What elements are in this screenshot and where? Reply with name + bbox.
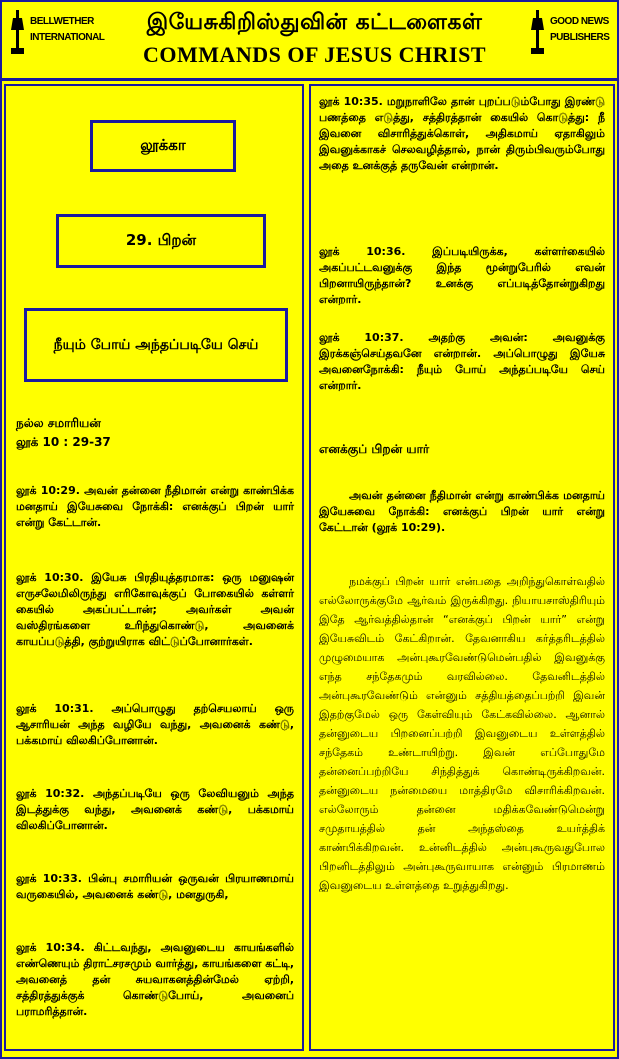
title-tamil: இயேசுகிறிஸ்துவின் கட்டளைகள் (146, 10, 483, 35)
header (2, 2, 617, 78)
book-box: லூக்கா (90, 120, 236, 172)
logo-right-line2: PUBLISHERS (550, 32, 610, 43)
scripture-reference: லூக் 10 : 29-37 (16, 435, 111, 449)
left-column (4, 84, 304, 1051)
title-english: COMMANDS OF JESUS CHRIST (142, 42, 487, 67)
commentary-paragraph: நமக்குப் பிறன் யார் என்பதை அறிந்துகொள்வதில் எல்லோருக்குமே ஆர்வம் இருக்கிறது. நியாயசாஸ்திரியும் இதே ஆர்வத்தில்தான் “எனக்குப் பிறன் யார்” என்று இயேசுவிடம் கேட்கிறான். தேவனாகிய கர்த்தரிடத்தில் முழுமையாக அன்புகூரவேண்டுமென்பதில் இவனுக்கு எந்த சந்தேகமும் வரவில்லை. தேவனிடத்தில் அன்புகூரவேண்டும் என்னும் சத்தியத்தைப்பற்றி இவன் இதற்குமேல் ஒரு கேள்வியும் கேட்கவில்லை. ஆனால் தன்னுடைய பிறனைப்பற்றி இவனுடைய உள்ளத்தில் சந்தேகம் உண்டாயிற்று. இவன் எப்போதுமே தன்னைப்பற்றியே சிந்தித்துக் கொண்டிருக்கிறவன். தன்னுடைய நன்மையை மாத்திரமே விசாரிக்கிறவன். எல்லோரும் தன்னை மதிக்கவேண்டுமென்று சமுதாயத்தில் தன் அந்தஸ்தை உயர்த்திக் காண்பிக்கிறவன். உன்னிடத்தில் அன்புகூருவதுபோல பிறனிடத்திலும் அன்புகூருவாயாக என்னும் பிரமாணம் இவனுடைய உள்ளத்தை உறுத்துகிறது. (319, 575, 605, 892)
logo-left-line2: INTERNATIONAL (30, 32, 105, 43)
verse-10-29: லூக் 10:29. அவன் தன்னை நீதிமான் என்று காண்பிக்க மனதாய் இயேசுவை நோக்கி: எனக்குப் பிறன் யார் என்று கேட்டான். (16, 484, 294, 529)
verse-10-36: லூக் 10:36. இப்படியிருக்க, கள்ளர்கையில் அகப்பட்டவனுக்கு இந்த மூன்றுபேரில் எவன் பிறனாயிருந்தான்? உனக்கு எப்படித்தோன்றுகிறது என்றார். (319, 245, 605, 306)
header-title (107, 2, 522, 68)
logo-left-line1: BELLWETHER (30, 16, 94, 27)
chapter-box: 29. பிறன் (56, 214, 266, 268)
verse-10-35: லூக் 10:35. மறுநாளிலே தான் புறப்படும்போது இரண்டு பணத்தை எடுத்து, சத்திரத்தான் கையில் கொடுத்து: நீ இவனை விசாரித்துக்கொள், அதிகமாய் ஏதாகிலும் இவனுக்காகச் செலவழித்தால், நான் திரும்பிவரும்போது அதை உனக்குத் தருவேன் என்றான். (319, 95, 605, 172)
verse-10-31: லூக் 10:31. அப்பொழுது தற்செயலாய் ஒரு ஆசாரியன் அந்த வழியே வந்து, அவனைக் கண்டு, பக்கமாய் விலகிப்போனான். (16, 702, 294, 747)
verse-10-34: லூக் 10:34. கிட்டவந்து, அவனுடைய காயங்களில் எண்ணெயும் திராட்சரசமும் வார்த்து, காயங்களை கட்டி, அவனைத் தன் சுயவாகனத்தின்மேல் ஏற்றி, சத்திரத்துக்குக் கொண்டுபோய், அவனைப் பராமரித்தான். (16, 941, 294, 1018)
section-title: நல்ல சமாரியன் (16, 416, 101, 430)
header-divider (0, 78, 619, 81)
verse-10-30: லூக் 10:30. இயேசு பிரதியுத்தரமாக: ஒரு மனுஷன் எருசலேமிலிருந்து எரிகோவுக்குப் போகையில் கள்ளர் கையில் அகப்பட்டான்; அவர்கள் அவன் வஸ்திரங்களை உரிந்துகொண்டு, அவனைக் காயப்படுத்தி, குற்றுயிராக விட்டுப்போனார்கள். (16, 571, 294, 648)
right-column (309, 84, 615, 1051)
verse-10-32: லூக் 10:32. அந்தப்படியே ஒரு லேவியனும் அந்த இடத்துக்கு வந்து, அவனைக் கண்டு, பக்கமாய் விலகிப்போனான். (16, 787, 294, 832)
logo-right-line1: GOOD NEWS (550, 16, 609, 27)
verse-10-33: லூக் 10:33. பின்பு சமாரியன் ஒருவன் பிரயாணமாய் வருகையில், அவனைக் கண்டு, மனதுருகி, (16, 872, 294, 901)
lamp-icon (10, 8, 26, 58)
intro-paragraph: அவன் தன்னை நீதிமான் என்று காண்பிக்க மனதாய் இயேசுவை நோக்கி: எனக்குப் பிறன் யார் என்று கேட்டான் (லூக் 10:29). (319, 489, 605, 534)
lamp-icon (530, 8, 546, 58)
command-box: நீயும் போய் அந்தப்படியே செய் (24, 308, 288, 382)
verse-10-37: லூக் 10:37. அதற்கு அவன்: அவனுக்கு இரக்கஞ்செய்தவனே என்றான். அப்பொழுது இயேசு அவனைநோக்கி: நீயும் போய் அந்தப்படியே செய் என்றார். (319, 331, 605, 392)
section-title-neighbor: எனக்குப் பிறன் யார் (319, 442, 430, 456)
